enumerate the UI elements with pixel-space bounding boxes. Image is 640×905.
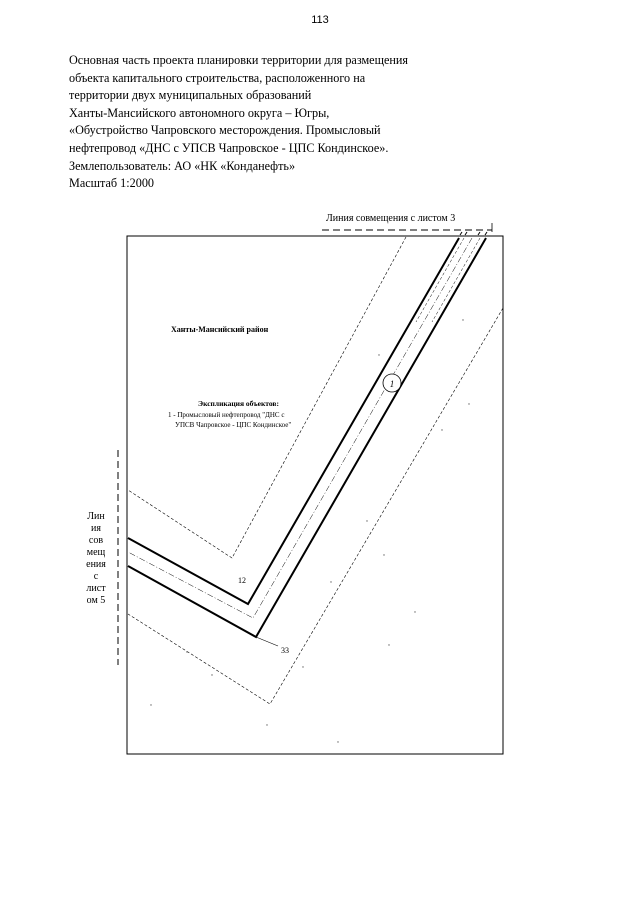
corridor-boundary-lower: [128, 308, 503, 704]
header-line: Землепользователь: АО «НК «Конданефть»: [69, 158, 296, 173]
point-label-12: 12: [238, 576, 246, 585]
inner-line: [432, 238, 480, 322]
legend-item: УПСВ Чапровское - ЦПС Кондинское": [175, 421, 292, 429]
header-line: нефтепровод «ДНС с УПСВ Чапровское - ЦПС Кондинское».: [69, 140, 389, 155]
svg-text:мещ: мещ: [86, 547, 106, 558]
survey-dots: [150, 319, 469, 742]
svg-text:ом 5: ом 5: [86, 595, 106, 606]
svg-text:Лин: Лин: [87, 511, 105, 522]
pipeline-border-lower: [128, 238, 486, 637]
header-line: Ханты-Мансийского автономного округа – Югры,: [69, 105, 330, 120]
point-label-33: 33: [281, 646, 289, 655]
page-number: 113: [311, 14, 329, 26]
svg-text:лист: лист: [86, 583, 106, 594]
map-frame: [127, 236, 503, 754]
pipeline-top-ticks: [460, 232, 487, 235]
object-marker-number: 1: [389, 379, 395, 389]
inner-line: [416, 238, 464, 322]
alignment-left-label: [86, 511, 106, 606]
alignment-top-label: Линия совмещения с листом 3: [326, 213, 456, 224]
legend: [168, 399, 291, 429]
svg-text:ия: ия: [91, 523, 101, 534]
district-label: Ханты-Мансийский район: [171, 325, 269, 334]
header-line: Основная часть проекта планировки территории для размещения: [69, 53, 409, 67]
legend-item: 1 - Промысловый нефтепровод "ДНС с: [168, 411, 285, 419]
legend-title: Экспликация объектов:: [198, 399, 279, 408]
header-line: «Обустройство Чапровского месторождения. Промысловый: [69, 123, 381, 138]
header-line: территории двух муниципальных образований: [69, 88, 312, 103]
corridor-boundary-upper: [128, 237, 406, 558]
svg-text:ения: ения: [86, 559, 106, 570]
scale-line: Масштаб 1:2000: [69, 176, 155, 191]
svg-text:сов: сов: [88, 535, 104, 546]
point-33-leader: [256, 637, 278, 646]
header-line: объекта капитального строительства, расположенного на: [69, 70, 366, 85]
svg-text:с: с: [93, 571, 99, 582]
